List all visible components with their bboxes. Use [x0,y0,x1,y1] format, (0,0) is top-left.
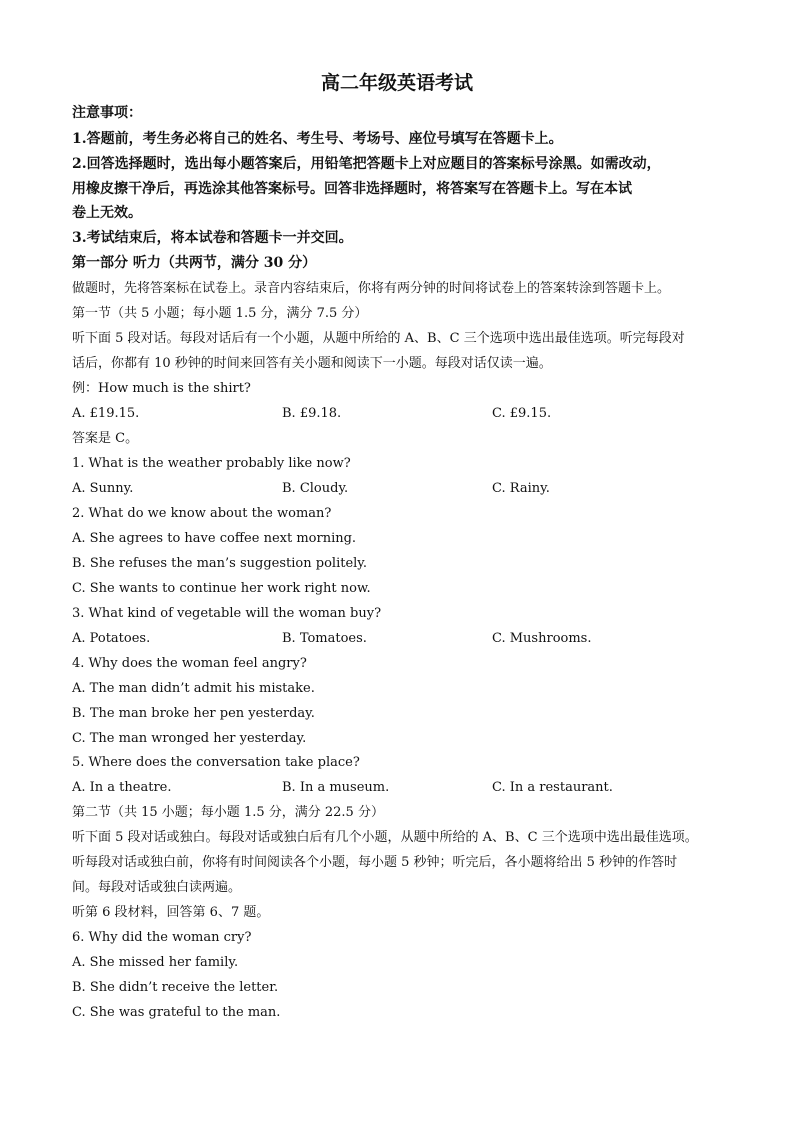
section1-heading: 第一节（共 5 小题；每小题 1.5 分，满分 7.5 分） [72,306,368,321]
example-option-c: C. £9.15. [492,406,552,421]
q5-option-a: A. In a theatre. [72,780,172,795]
question-2: 2. What do we know about the woman? [72,506,332,521]
section2-instructions-line-1: 听下面 5 段对话或独白。每段对话或独白后有几个小题，从题中所给的 A、B、C 三个选项中选出最佳选项。 [72,830,698,845]
part1-heading: 第一部分 听力（共两节，满分 30 分） [72,255,317,271]
question-3: 3. What kind of vegetable will the woman buy? [72,606,382,621]
q4-option-c: C. The man wronged her yesterday. [72,731,307,746]
q6-option-b: B. She didn’t receive the letter. [72,980,279,995]
q6-option-c: C. She was grateful to the man. [72,1005,281,1020]
q1-option-c: C. Rainy. [492,481,550,496]
q1-option-a: A. Sunny. [72,481,134,496]
example-answer: 答案是 C。 [72,431,139,446]
example-question: 例：How much is the shirt? [72,381,251,396]
section1-instructions-line-1: 听下面 5 段对话。每段对话后有一个小题，从题中所给的 A、B、C 三个选项中选出最佳选项。听完每段对 [72,331,685,346]
section1-instructions-line-2: 话后，你都有 10 秒钟的时间来回答有关小题和阅读下一小题。每段对话仅读一遍。 [72,356,552,371]
section2-instructions-line-3: 间。每段对话或独白读两遍。 [72,880,242,895]
note-2-line-2: 用橡皮擦干净后，再选涂其他答案标号。回答非选择题时，将答案写在答题卡上。写在本试 [72,181,632,197]
example-option-b: B. £9.18. [282,406,342,421]
question-6: 6. Why did the woman cry? [72,930,252,945]
example-option-a: A. £19.15. [72,406,140,421]
note-3: 3.考试结束后，将本试卷和答题卡一并交回。 [72,230,353,246]
q1-option-b: B. Cloudy. [282,481,349,496]
section2-heading: 第二节（共 15 小题；每小题 1.5 分，满分 22.5 分） [72,805,384,820]
q3-option-c: C. Mushrooms. [492,631,592,646]
question-4: 4. Why does the woman feel angry? [72,656,307,671]
q6-option-a: A. She missed her family. [72,955,239,970]
section2-instructions-line-2: 听每段对话或独白前，你将有时间阅读各个小题，每小题 5 秒钟；听完后，各小题将给出 5 秒钟的作答时 [72,855,678,870]
question-1: 1. What is the weather probably like now? [72,456,351,471]
notes-heading: 注意事项： [72,105,142,121]
q5-option-c: C. In a restaurant. [492,780,613,795]
q5-option-b: B. In a museum. [282,780,390,795]
q2-option-c: C. She wants to continue her work right now. [72,581,371,596]
q2-option-b: B. She refuses the man’s suggestion politely. [72,556,368,571]
q3-option-a: A. Potatoes. [72,631,151,646]
note-2-line-3: 卷上无效。 [72,205,142,221]
q2-option-a: A. She agrees to have coffee next morning. [72,531,357,546]
note-1: 1.答题前，考生务必将自己的姓名、考生号、考场号、座位号填写在答题卡上。 [72,131,563,147]
note-2-line-1: 2.回答选择题时，选出每小题答案后，用铅笔把答题卡上对应题目的答案标号涂黑。如需改动， [72,156,661,172]
material-6-instruction: 听第 6 段材料，回答第 6、7 题。 [72,905,270,920]
part1-intro: 做题时，先将答案标在试卷上。录音内容结束后，你将有两分钟的时间将试卷上的答案转涂到答题卡上。 [72,281,671,296]
q4-option-b: B. The man broke her pen yesterday. [72,706,315,721]
q3-option-b: B. Tomatoes. [282,631,367,646]
page-title: 高二年级英语考试 [320,72,473,94]
q4-option-a: A. The man didn’t admit his mistake. [72,681,315,696]
question-5: 5. Where does the conversation take place? [72,755,360,770]
